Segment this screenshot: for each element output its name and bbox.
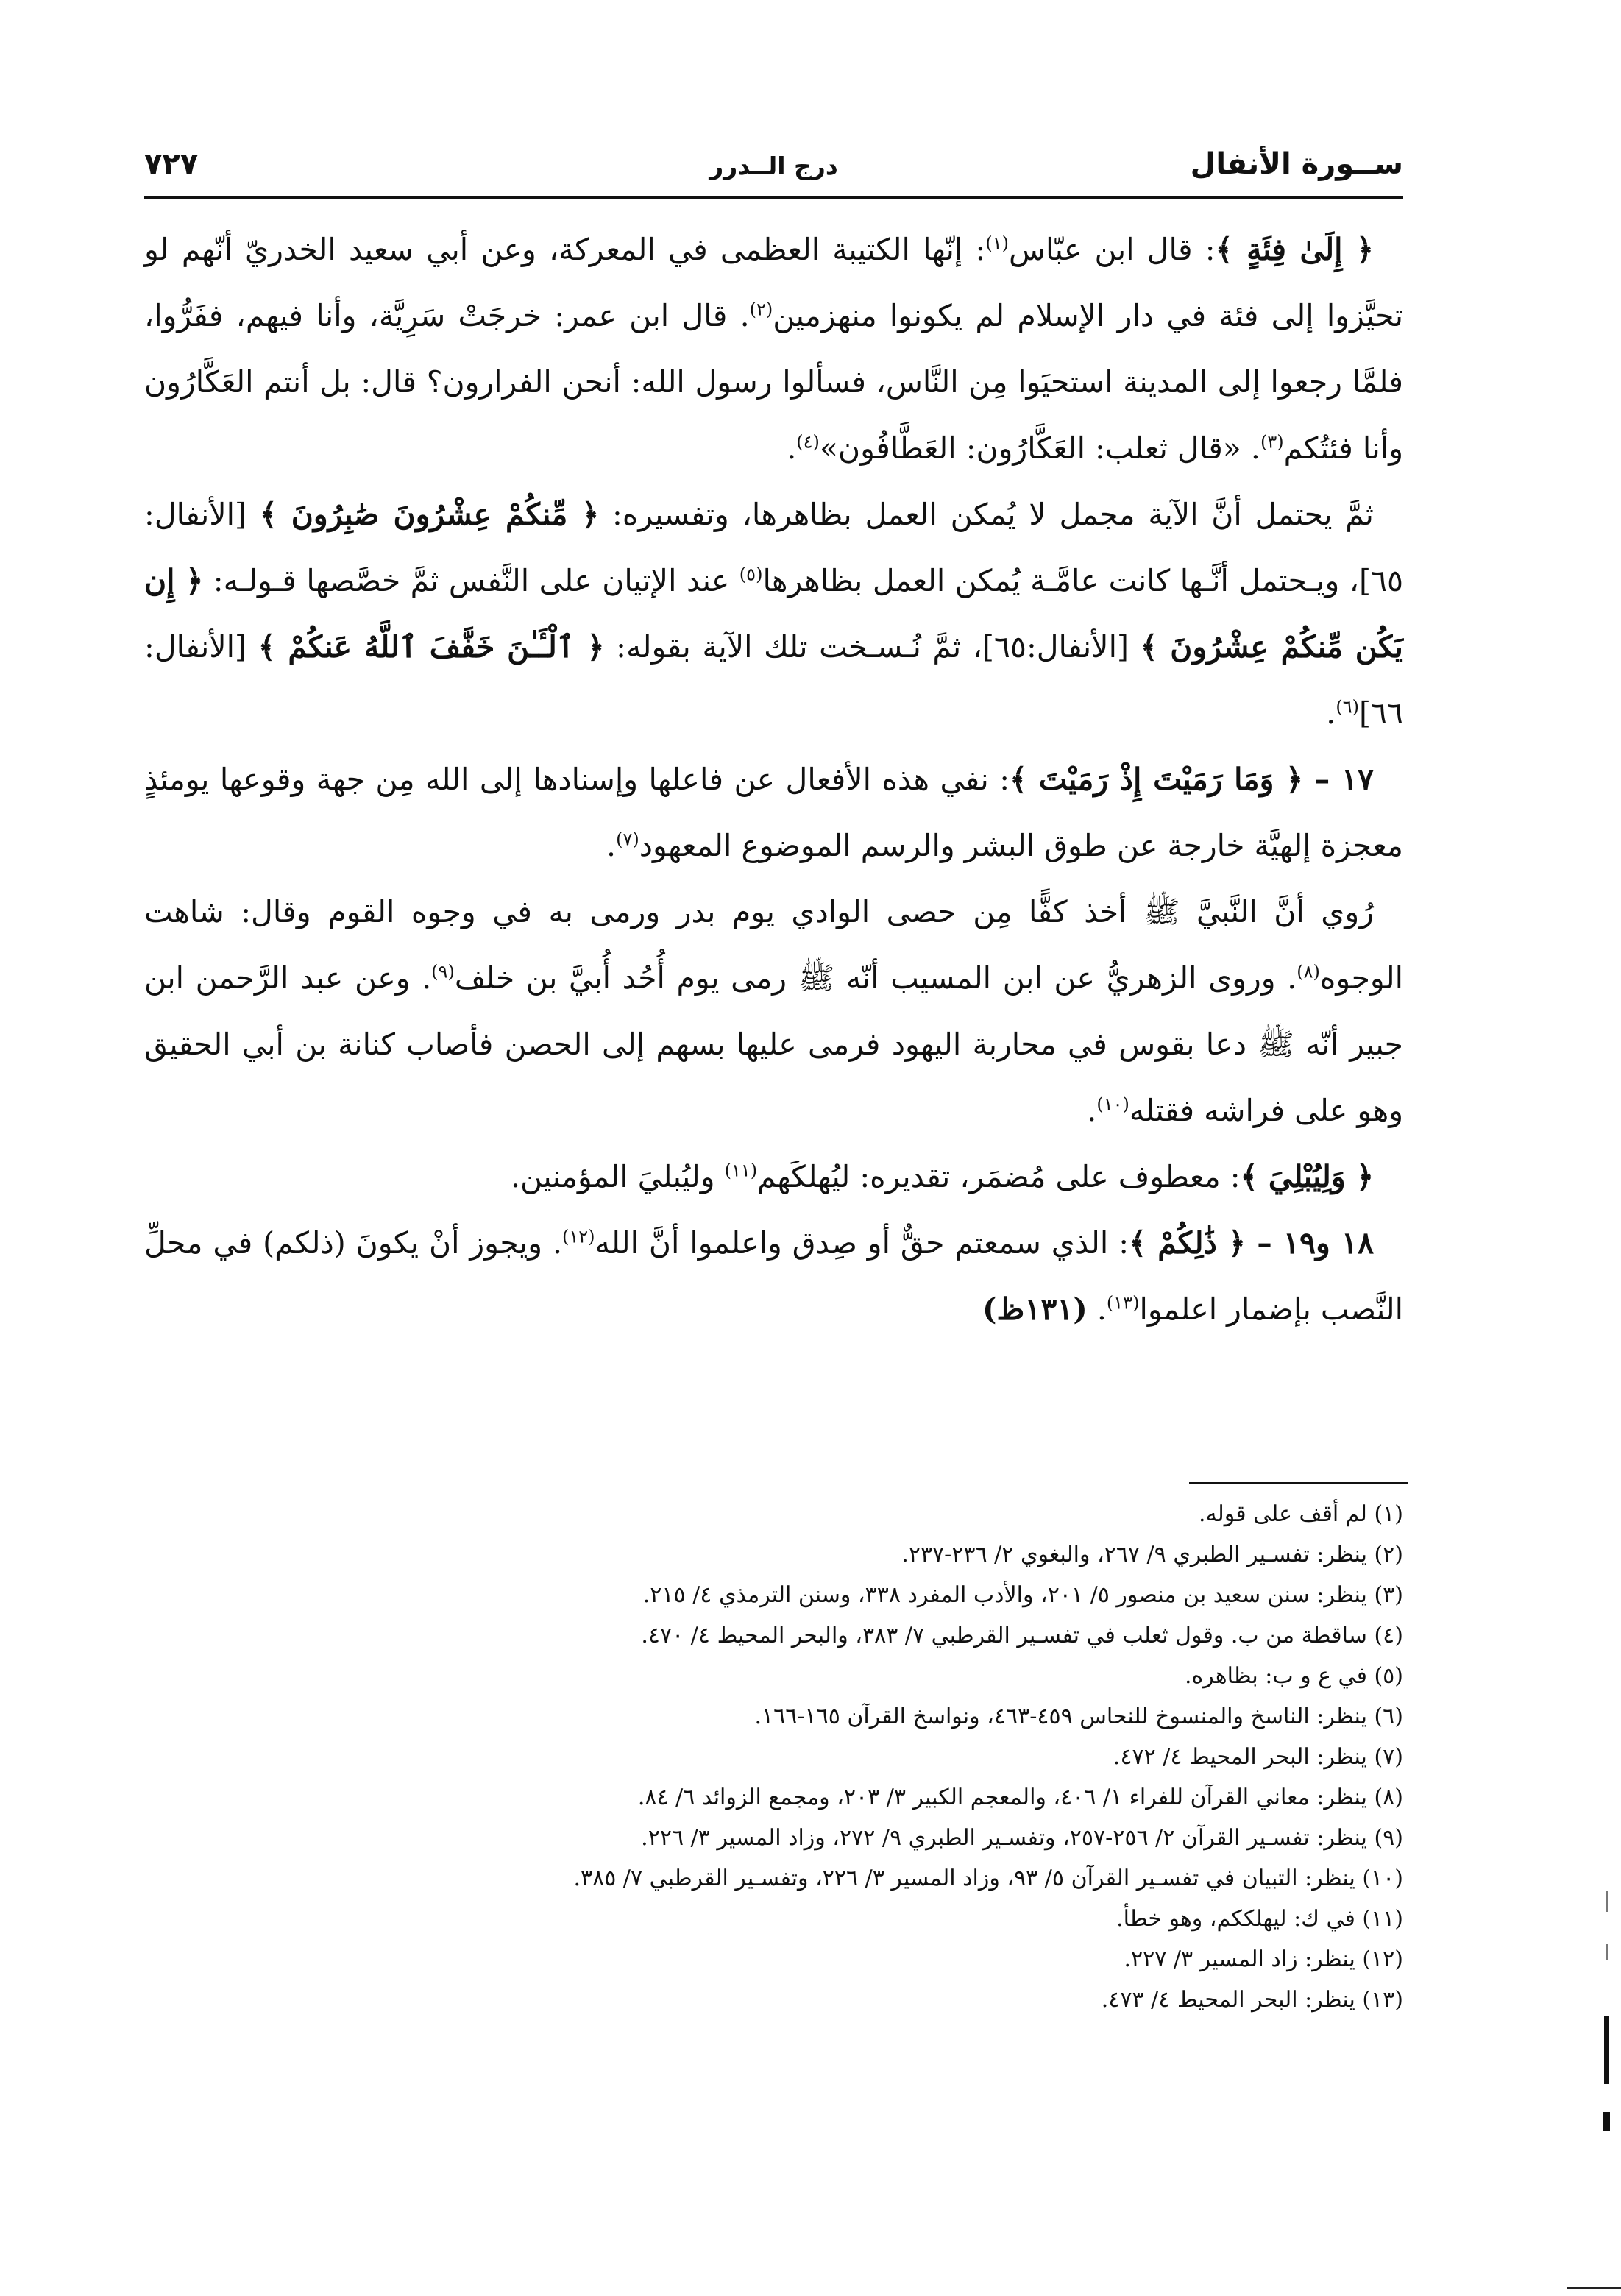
footnote-ref: (١٣) (1106, 1292, 1140, 1314)
scan-edge-marks (1603, 1891, 1613, 2134)
main-text (144, 216, 1403, 1342)
text-run: . (1087, 1093, 1097, 1128)
footnote: (١٣) ينظر: البحر المحيط ٤/ ٤٧٣. (1101, 1987, 1403, 2013)
footnote-ref: (٤) (796, 431, 820, 453)
quran-phrase: ﴿ ذَٰلِكُمْ ﴾ (1129, 1225, 1246, 1261)
footnote: (٦) ينظر: الناسخ والمنسوخ للنحاس ٤٥٩-٤٦٣، ونواسخ القرآن ١٦٥-١٦٦. (754, 1704, 1403, 1729)
scan-edge-line (1567, 2287, 1621, 2289)
quran-phrase: ﴿ إِن يَكُن مِّنكُمْ عِشْرُونَ ﴾ (144, 563, 1403, 665)
running-book-title: درج الــدرر (709, 152, 838, 180)
text-run: : الذي سمعتم حقٌّ أو صِدق واعلموا أنَّ الله (595, 1225, 1129, 1261)
footnote-ref: (١٢) (562, 1226, 595, 1247)
text-run: ثمَّ يحتمل أنَّ الآية مجمل لا يُمكن العمل بظاهرها، وتفسيره: (599, 497, 1374, 532)
footnote-ref: (٥) (739, 564, 763, 585)
scan-mark (1606, 1944, 1608, 1960)
text-run: : إنّها الكتيبة العظمى في المعركة، وعن أبي سعيد الخدريّ أنّهم لو تحيَّزوا إلى فئة في دار الإسلام لم يكونوا منهزمين (144, 232, 1403, 333)
footnotes (309, 1494, 1403, 2020)
verse-number: ١٧ – (1303, 762, 1374, 797)
text-run: : معطوف على مُضمَر، تقديره: ليُهلكَهم (757, 1159, 1241, 1194)
text-run: رُوي أنَّ النَّبيَّ ﷺ أخذ كفًّا مِن حصى الوادي يوم بدر ورمى به في وجوه القوم وقال: شاهت الوجوه (144, 894, 1403, 996)
footnote: (٢) ينظر: تفسـير الطبري ٩/ ٢٦٧، والبغوي ٢/ ٢٣٦-٢٣٧. (901, 1542, 1403, 1567)
scan-mark (1603, 2112, 1610, 2131)
text-run: [الأنفال: ٦٦] (144, 629, 1403, 731)
footnote-ref: (١) (985, 233, 1009, 254)
text-run: [الأنفال: ٦٥]، ويـحتمل أنَّـها كانت عامَّـة يُمكن العمل بظاهرها (144, 497, 1404, 598)
text-run: : قال ابن عبّاس (1008, 232, 1216, 267)
quran-phrase: ﴿ ٱلْـَٔـٰنَ خَفَّفَ ٱللَّهُ عَنكُمْ ﴾ (258, 629, 605, 665)
quran-phrase: ﴿ وَلِيُبْلِيَ ﴾ (1240, 1159, 1374, 1194)
paragraph-riwayat (144, 879, 1403, 1144)
paragraph-verse-18-19 (144, 1210, 1403, 1342)
footnote-ref: (٨) (1297, 961, 1320, 982)
footnote: (٩) ينظر: تفسـير القرآن ٢/ ٢٥٦-٢٥٧، وتفسـير الطبري ٩/ ٢٧٢، وزاد المسير ٣/ ٢٢٦. (641, 1825, 1403, 1851)
quran-phrase: ﴿ وَمَا رَمَيْتَ إِذْ رَمَيْتَ ﴾ (1010, 762, 1304, 797)
footnote: (١١) في ك: ليهلككم، وهو خطأ. (1116, 1906, 1403, 1932)
text-run: وليُبليَ المؤمنين. (511, 1159, 725, 1194)
text-run: . (606, 828, 617, 863)
text-run: . (787, 431, 797, 466)
manuscript-folio-marker: (١٣١ظ) (982, 1292, 1088, 1327)
paragraph-wa-liyubliya (144, 1144, 1403, 1210)
text-run: . (1087, 1292, 1107, 1327)
page-header (144, 147, 1403, 194)
footnote-ref: (٧) (616, 829, 639, 850)
footnote-ref: (٣) (1260, 431, 1284, 453)
paragraph-mujmal (144, 481, 1403, 746)
text-run: . وروى الزهريُّ عن ابن المسيب أنّه ﷺ رمى يوم أُحُد أُبيَّ بن خلف (454, 960, 1297, 996)
header-rule (144, 196, 1403, 199)
footnote-ref: (٩) (431, 961, 455, 982)
page-number: ٧٢٧ (144, 147, 199, 181)
footnote-ref: (٢) (749, 299, 773, 320)
quran-phrase: ﴿ إِلَىٰ فِئَةٍ ﴾ (1215, 232, 1374, 267)
text-run: عند الإتيان على النَّفس ثمَّ خصَّصها قـولـه: (203, 563, 739, 598)
footnote: (١٠) ينظر: التبيان في تفسـير القرآن ٥/ ٩٣، وزاد المسير ٣/ ٢٢٦، وتفسـير القرطبي ٧/ ٣٨٥. (573, 1866, 1403, 1891)
paragraph-verse-17 (144, 746, 1403, 879)
footnote-separator (1189, 1482, 1408, 1484)
scan-mark (1604, 2016, 1609, 2084)
text-run: . وعن عبد الرَّحمن ابن جبير أنّه ﷺ دعا بقوس في محاربة اليهود فرمى عليها بسهم إلى الحصن فأصاب كنانة بن أبي الحقيق وهو على فراشه فقتله (144, 960, 1403, 1128)
footnote: (٧) ينظر: البحر المحيط ٤/ ٤٧٢. (1113, 1744, 1403, 1770)
text-run: : نفي هذه الأفعال عن فاعلها وإسنادها إلى الله مِن جهة وقوعها يومئذٍ معجزة إلهيَّة خارجة عن طوق البشر والرسم الموضوع المعهود (144, 762, 1403, 863)
text-run: . ويجوز أنْ يكونَ (ذلكم) في محلِّ النَّصب بإضمار اعلموا (144, 1225, 1403, 1327)
footnote-ref: (١١) (724, 1160, 758, 1181)
text-run: [الأنفال:٦٥]، ثمَّ نُـسـخت تلك الآية بقوله: (604, 629, 1141, 665)
footnote: (٨) ينظر: معاني القرآن للفراء ١/ ٤٠٦، والمعجم الكبير ٣/ ٢٠٣، ومجمع الزوائد ٦/ ٨٤. (637, 1785, 1403, 1810)
verse-number: ١٨ و١٩ – (1246, 1225, 1374, 1261)
footnote: (١) لم أقف على قوله. (1199, 1501, 1403, 1527)
text-run: . (1326, 695, 1336, 731)
footnote: (٤) ساقطة من ب. وقول ثعلب في تفسـير القرطبي ٧/ ٣٨٣، والبحر المحيط ٤/ ٤٧٠. (641, 1623, 1403, 1648)
footnote-ref: (٦) (1336, 696, 1359, 718)
quran-phrase: ﴿ مِّنكُمْ عِشْرُونَ صَٰبِرُونَ ﴾ (259, 497, 600, 532)
text-run: . قال ابن عمر: خرجَتْ سَرِيَّة، وأنا فيهم، ففَرُّوا، فلمَّا رجعوا إلى المدينة استحيَوا مِن النَّاس، فسألوا رسول الله: أنحن الفرارون؟ قال: بل أنتم العَكَّارُون وأنا فئتُكم (144, 298, 1403, 466)
scan-mark (1606, 1891, 1608, 1912)
running-surah-title: ســورة الأنفال (1190, 147, 1403, 181)
text-run: . «قال ثعلب: العَكَّارُون: العَطَّافُون» (819, 431, 1260, 466)
footnote: (٥) في ع و ب: بظاهره. (1184, 1663, 1403, 1689)
footnote-ref: (١٠) (1096, 1094, 1129, 1115)
paragraph-ila-fiah (144, 216, 1403, 481)
footnote: (١٢) ينظر: زاد المسير ٣/ ٢٢٧. (1124, 1946, 1403, 1972)
footnote: (٣) ينظر: سنن سعيد بن منصور ٥/ ٢٠١، والأدب المفرد ٣٣٨، وسنن الترمذي ٤/ ٢١٥. (642, 1582, 1403, 1608)
